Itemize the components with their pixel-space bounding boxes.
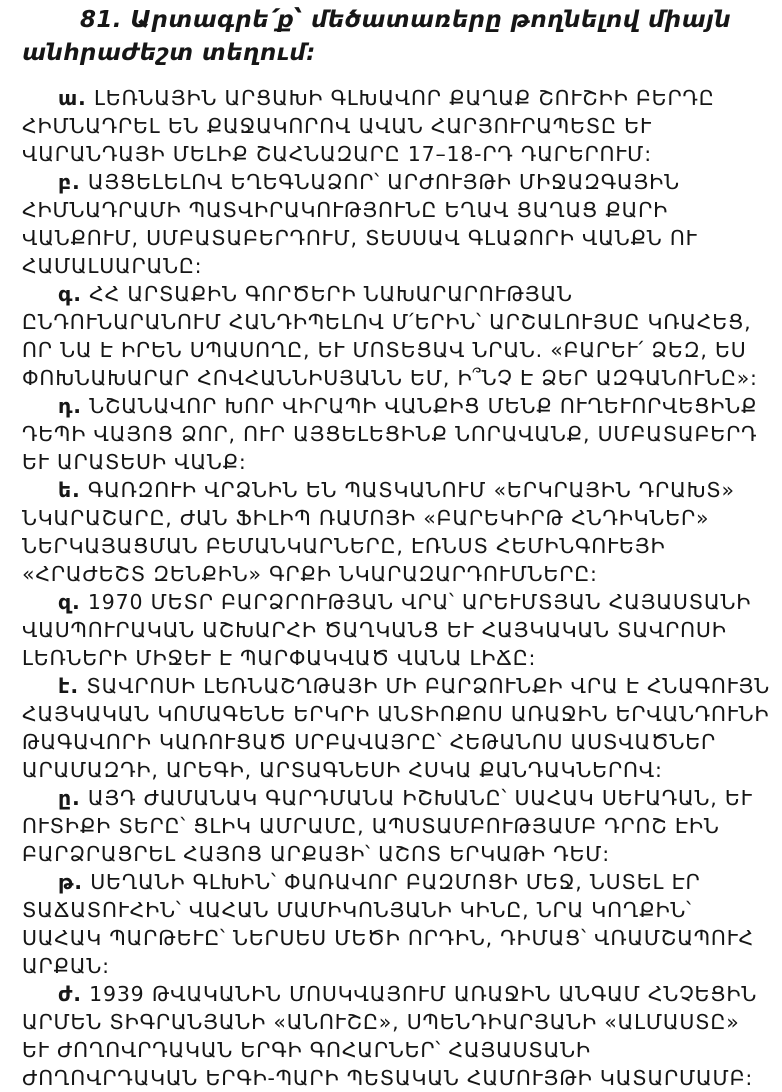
exercise-item	[22, 588, 770, 672]
exercise-title: 81. Արտագրե՛ք՝ մեծատառերը թողնելով միայն անհրաժեշտ տեղում:	[22, 7, 732, 66]
item-text: ԱՅՑԵԼԵԼՈՎ ԵՂԵԳՆԱՁՈՐ՝ ԱՐԺՈՒՅԹԻ ՄԻՋԱԶԳԱՅԻՆ ՀԻՄՆԱԴՐԱՄԻ ՊԱՏՎԻՐԱԿՈՒԹՅՈՒՆԸ ԵՂԱՎ ՑԱՂԱՑ ՔԱՐԻ ՎԱՆՔՈՒՄ, ՍՄԲԱՏԱԲԵՐԴՈՒՄ, ՏԵՍՍԱՎ ԳԼԱՁՈՐԻ ՎԱՆՔՆ ՈՒ ՀԱՄԱԼՍԱՐԱՆԸ:	[22, 170, 698, 278]
item-text: 1939 ԹՎԱԿԱՆԻՆ ՄՈՍԿՎԱՅՈՒՄ ԱՌԱՋԻՆ ԱՆԳԱՄ ՀՆՉԵՑԻՆ ԱՐՄԵՆ ՏԻԳՐԱՆՅԱՆԻ «ԱՆՈՒՇԸ», ՍՊԵՆԴԻԱՐՅԱՆԻ «ԱԼՄԱՍՏԸ» ԵՒ ԺՈՂՈՎՐԴԱԿԱՆ ԵՐԳԻ ԳՈՀԱՐՆԵՐ՝ ՀԱՅԱՍՏԱՆԻ ԺՈՂՈՎՐԴԱԿԱՆ ԵՐԳԻ-ՊԱՐԻ ՊԵՏԱԿԱՆ ՀԱՄՈՒՅԹԻ ԿԱՏԱՐՄԱՄԲ:	[22, 982, 758, 1090]
exercise-item	[22, 280, 770, 392]
exercise-item	[22, 392, 770, 476]
item-text: ՍԵՂԱՆԻ ԳԼԽԻՆ՝ ՓԱՌԱՎՈՐ ԲԱԶՄՈՑԻ ՄԵՋ, ՆՍՏԵԼ ԷՐ ՏԱՃԱՏՈՒՀԻՆ՝ ՎԱՀԱՆ ՄԱՄԻԿՈՆՅԱՆԻ ԿԻՆԸ, ՆՐԱ ԿՈՂՔԻՆ՝ ՍԱՀԱԿ ՊԱՐԹԵՒԸ՝ ՆԵՐՍԵՍ ՄԵԾԻ ՈՐԴԻՆ, ԴԻՄԱՑ՝ ՎՌԱՄՇԱՊՈՒՀ ԱՐՔԱՆ:	[22, 870, 755, 978]
exercise-item	[22, 672, 770, 784]
item-letter: բ.	[58, 170, 81, 194]
exercise-item	[22, 84, 770, 168]
item-letter: ժ.	[58, 982, 82, 1006]
item-letter: ա.	[58, 86, 87, 110]
item-text: 1970 ՄԵՏՐ ԲԱՐՁՐՈՒԹՅԱՆ ՎՐԱ՝ ԱՐԵՒՄՏՅԱՆ ՀԱՅԱՍՏԱՆԻ ՎԱՍՊՈՒՐԱԿԱՆ ԱՇԽԱՐՀԻ ԾԱՂԿԱՆՑ ԵՒ ՀԱՅԿԱԿԱՆ ՏԱՎՐՈՍԻ ԼԵՌՆԵՐԻ ՄԻՋԵՒ Է ՊԱՐՓԱԿՎԱԾ ՎԱՆԱ ԼԻՃԸ:	[22, 590, 752, 670]
exercise-item	[22, 980, 770, 1092]
exercise-item	[22, 868, 770, 980]
item-text: ԼԵՌՆԱՅԻՆ ԱՐՑԱԽԻ ԳԼԽԱՎՈՐ ՔԱՂԱՔ ՇՈՒՇԻԻ ԲԵՐԴԸ ՀԻՄՆԱԴՐԵԼ ԵՆ ՔԱՋԱԿՈՐՈՎ ԱՎԱՆ ՀԱՐՅՈՒՐԱՊԵՏԸ ԵՒ ՎԱՐԱՆԴԱՅԻ ՄԵԼԻՔ ՇԱՀՆԱԶԱՐԸ 17–18-ՐԴ ԴԱՐԵՐՈՒՄ:	[22, 86, 715, 166]
item-letter: դ.	[58, 394, 82, 418]
item-letter: ը.	[58, 786, 81, 810]
item-text: ՆՇԱՆԱՎՈՐ ԽՈՐ ՎԻՐԱՊԻ ՎԱՆՔԻՑ ՄԵՆՔ ՈՒՂԵՒՈՐՎԵՑԻՆՔ ԴԵՊԻ ՎԱՅՈՑ ՁՈՐ, ՈՒՐ ԱՅՑԵԼԵՑԻՆՔ ՆՈՐԱՎԱՆՔ, ՍՄԲԱՏԱԲԵՐԴ ԵՒ ԱՐԱՏԵՍԻ ՎԱՆՔ:	[22, 394, 758, 474]
item-letter: է.	[58, 674, 79, 698]
item-letter: թ.	[58, 870, 83, 894]
item-text: ՀՀ ԱՐՏԱՔԻՆ ԳՈՐԾԵՐԻ ՆԱԽԱՐԱՐՈՒԹՅԱՆ ԸՆԴՈՒՆԱՐԱՆՈՒՄ ՀԱՆԴԻՊԵԼՈՎ Մ՛ԵՐԻՆ՝ ԱՐՇԱԼՈՒՅՍԸ ԿՌԱՀԵՑ, ՈՐ ՆԱ Է ԻՐԵՆ ՍՊԱՍՈՂԸ, ԵՒ ՄՈՏԵՑԱՎ ՆՐԱՆ. «ԲԱՐԵՒ՛ ՁԵԶ, ԵՍ ՓՈԽՆԱԽԱՐԱՐ ՀՈՎՀԱՆՆԻՍՅԱՆՆ ԵՄ, Ի՞ՆՉ Է ՁԵՐ ԱԶԳԱՆՈՒՆԸ»:	[22, 282, 758, 390]
exercise-item	[22, 784, 770, 868]
item-letter: գ.	[58, 282, 82, 306]
item-text: ԳԱՌԶՈՒԻ ՎՐՁՆԻՆ ԵՆ ՊԱՏԿԱՆՈՒՄ «ԵՐԿՐԱՅԻՆ ԴՐԱԽՏ» ՆԿԱՐԱՇԱՐԸ, ԺԱՆ ՖԻԼԻՊ ՌԱՄՈՅԻ «ԲԱՐԵԿԻՐԹ ՀՆԴԻԿՆԵՐ» ՆԵՐԿԱՅԱՑՄԱՆ ԲԵՄԱՆԿԱՐՆԵՐԸ, ԷՌՆՍՏ ՀԵՄԻՆԳՈՒԵՅԻ «ՀՐԱԺԵՇՏ ԶԵՆՔԻՆ» ԳՐՔԻ ՆԿԱՐԱԶԱՐԴՈՒՄՆԵՐԸ:	[22, 478, 735, 586]
item-letter: ե.	[58, 478, 81, 502]
item-text: ԱՅԴ ԺԱՄԱՆԱԿ ԳԱՐԴՄԱՆԱ ԻՇԽԱՆԸ՝ ՍԱՀԱԿ ՍԵՒԱԴԱՆ, ԵՒ ՈՒՏԻՔԻ ՏԵՐԸ՝ ՑԼԻԿ ԱՄՐԱՄԸ, ԱՊՍՏԱՄԲՈՒԹՅԱՄԲ ԴՐՈՇ ԷԻՆ ԲԱՐՁՐԱՑՐԵԼ ՀԱՅՈՑ ԱՐՔԱՅԻ՝ ԱՇՈՏ ԵՐԿԱԹԻ ԴԵՄ:	[22, 786, 753, 866]
exercise-items	[22, 84, 770, 1092]
item-text: ՏԱՎՐՈՍԻ ԼԵՌՆԱՇՂԹԱՅԻ ՄԻ ԲԱՐՁՈՒՆՔԻ ՎՐԱ Է ՀՆԱԳՈՒՅՆ ՀԱՅԿԱԿԱՆ ԿՈՄԱԳԵՆԵ ԵՐԿՐԻ ԱՆՏԻՈՔՈՍ ԱՌԱՋԻՆ ԵՐՎԱՆԴՈՒՆԻ ԹԱԳԱՎՈՐԻ ԿԱՌՈՒՑԱԾ ՍՐԲԱՎԱՅՐԸ՝ ՀԵԹԱՆՈՍ ԱՍՏՎԱԾՆԵՐ ԱՐԱՄԱԶԴԻ, ԱՐԵԳԻ, ԱՐՏԱԳՆԵՍԻ ՀՍԿԱ ՔԱՆԴԱԿՆԵՐՈՎ:	[22, 674, 771, 782]
item-letter: զ.	[58, 590, 81, 614]
exercise-item	[22, 168, 770, 280]
exercise-item	[22, 476, 770, 588]
